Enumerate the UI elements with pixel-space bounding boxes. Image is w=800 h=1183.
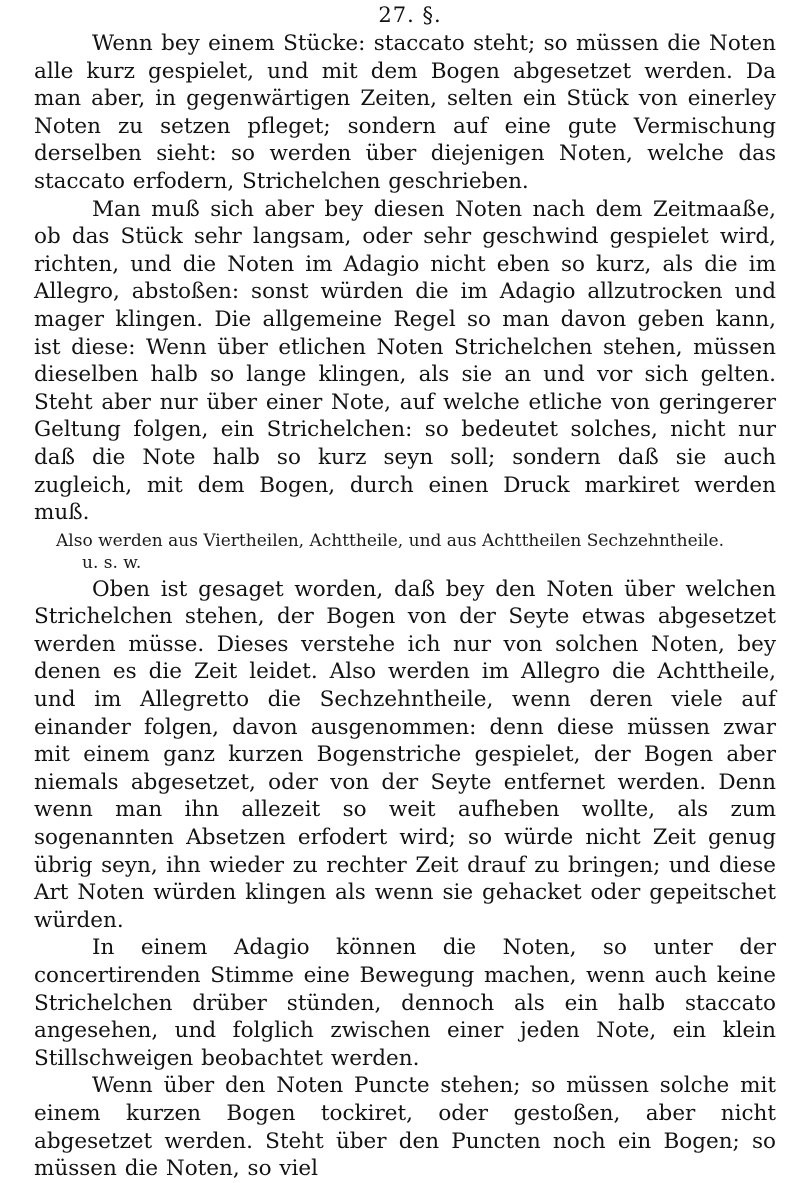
paragraph-staccato: Wenn bey einem Stücke: staccato steht; so müssen die Noten alle kurz gespielet, und mit dem Bogen abgesetzet werden. Da man aber, in gegenwärtigen Zeiten, selten ein Stück von einerley Noten zu setzen pfleget; sondern auf eine gute Vermischung derselben sieht: so werden über diejenigen Noten, welche das staccato erfodern, Strichelchen geschrieben.: [34, 31, 776, 194]
section-heading: 27. §.: [378, 3, 442, 27]
footnote-line-2: u. s. w.: [82, 552, 142, 573]
paragraph-puncte: Wenn über den Noten Puncte stehen; so müssen solche mit einem kurzen Bogen tockiret, oder gestoßen, aber nicht abgesetzet werden. Steht über den Puncten noch ein Bogen; so müssen die Noten, so viel: [34, 1073, 776, 1182]
footnote-line-1: Also werden aus Viertheilen, Achttheile, und aus Achttheilen Sechzehntheile.: [56, 530, 724, 551]
paragraph-bogen-absetzen: Oben ist gesaget worden, daß bey den Noten über welchen Strichelchen stehen, der Bogen von der Seyte etwas abgesetzet werden müsse. Dieses verstehe ich nur von solchen Noten, bey denen es die Zeit leidet. Also werden im Allegro die Achttheile, und im Allegretto die Sechzehntheile, wenn deren viele auf einander folgen, davon ausgenommen: denn diese müssen zwar mit einem ganz kurzen Bogenstriche gespielet, der Bogen aber niemals abgesetzet, oder von der Seyte entfernet werden. Denn wenn man ihn allezeit so weit aufheben wollte, als zum sogenannten Absetzen erfodert wird; so würde nicht Zeit genug übrig seyn, ihn wieder zu rechter Zeit drauf zu bringen; und diese Art Noten würden klingen als wenn sie gehacket oder gepeitschet würden.: [34, 576, 776, 933]
paragraph-adagio: In einem Adagio können die Noten, so unter der concertirenden Stimme eine Bewegung machen, wenn auch keine Strichelchen drüber stünden, dennoch als ein halb staccato angesehen, und folglich zwischen einer jeden Note, ein klein Stillschweigen beobachtet werden.: [34, 935, 776, 1071]
footnote: [34, 530, 776, 574]
paragraph-zeitmaass: Man muß sich aber bey diesen Noten nach dem Zeitmaaße, ob das Stück sehr langsam, oder sehr geschwind gespielet wird, richten, und die Noten im Adagio nicht eben so kurz, als die im Allegro, abstoßen: sonst würden die im Adagio allzutrocken und mager klingen. Die allgemeine Regel so man davon geben kann, ist diese: Wenn über etlichen Noten Strichelchen stehen, müssen dieselben halb so lange klingen, als sie an und vor sich gelten. Steht aber nur über einer Note, auf welche etliche von geringerer Geltung folgen, ein Strichelchen: so bedeutet solches, nicht nur daß die Note halb so kurz seyn soll; sondern daß sie auch zugleich, mit dem Bogen, durch einen Druck markiret werden muß.: [34, 196, 776, 526]
book-page: [34, 0, 776, 1182]
